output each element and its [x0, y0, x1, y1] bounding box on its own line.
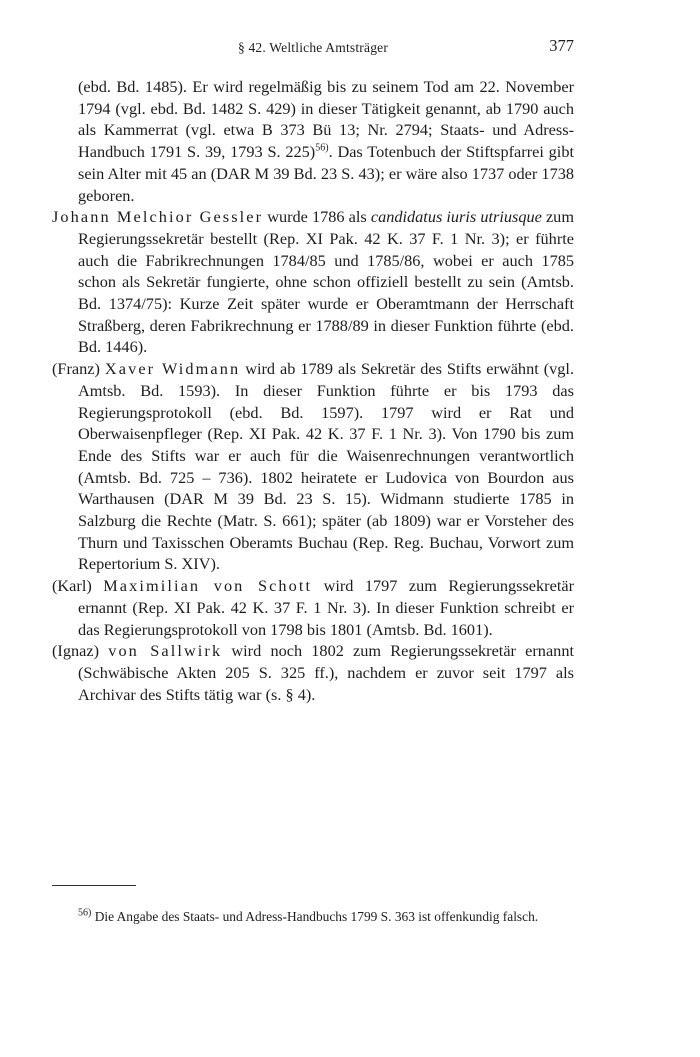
person-name: von Sallwirk [108, 641, 223, 661]
person-name: Maximilian von Schott [103, 576, 313, 596]
entry-schott [52, 575, 574, 640]
entry-prefix: (Franz) [52, 359, 105, 379]
latin-phrase: candidatus iuris utriusque [370, 207, 542, 227]
entry-gessler [52, 206, 574, 358]
page-number: 377 [549, 36, 574, 55]
entry-text: wird 1797 zum Regierungssekretär ernannt (Rep. XI Pak. 42 K. 37 F. 1 Nr. 3). In dieser Funktion schreibt er das Regierungsprotokoll von 1798 bis 1801 (Amtsb. Bd. 1601). [78, 576, 574, 639]
paragraph-text-tail: . Das Totenbuch der Stiftspfarrei gibt sein Alter mit 45 an (DAR M 39 Bd. 23 S. 43); er wäre also 1737 oder 1738 geboren. [78, 142, 574, 205]
person-name: Xaver Widmann [104, 359, 241, 379]
footnote-reference: 56) [315, 142, 329, 154]
entry-sallwirk [52, 640, 574, 705]
footnote-text: Die Angabe des Staats- und Adress-Handbuchs 1799 S. 363 ist offenkundig falsch. [91, 909, 539, 925]
footnote-marker: 56) [78, 907, 92, 919]
person-name: Johann Melchior Gessler [52, 207, 264, 227]
entry-text: wird ab 1789 als Sekretär des Stifts erwähnt (vgl. Amtsb. Bd. 1593). In dieser Funktion führte er bis 1793 das Regierungsprotokoll (ebd. Bd. 1597). 1797 wird er Rat und Oberwaisenpfleger (Rep. XI Pak. 42 K. 37 F. 1 Nr. 3). Von 1790 bis zum Ende des Stifts war er auch für die Waisenrechnungen verantwortlich (Amtsb. Bd. 725 – 736). 1802 heiratete er Ludovica von Bourdon aus Warthausen (DAR M 39 Bd. 23 S. 15). Widmann studierte 1785 in Salzburg die Rechte (Matr. S. 661); später (ab 1809) war er Vorsteher des Thurn und Taxisschen Oberamts Buchau (Rep. Reg. Buchau, Vorwort zum Repertorium S. XIV). [78, 359, 575, 574]
running-head: § 42. Weltliche Amtsträger [237, 40, 389, 55]
footnote [52, 906, 574, 927]
paragraph-continued [52, 76, 574, 206]
main-text [52, 76, 574, 705]
footnote-divider [52, 885, 136, 886]
entry-text: wurde 1786 als [263, 207, 371, 227]
entry-text: wird noch 1802 zum Regierungssekretär ernannt (Schwäbische Akten 205 S. 325 ff.), nachdem er zuvor seit 1797 als Archivar des Stifts tätig war (s. § 4). [78, 641, 574, 704]
entry-widmann [52, 358, 574, 575]
entry-text-b: zum Regierungssekretär bestellt (Rep. XI Pak. 42 K. 37 F. 1 Nr. 3); er führte auch die Fabrikrechnungen 1784/85 und 1785/86, wobei er auch 1785 schon als Sekretär fungierte, ohne schon offiziell bestellt zu sein (Amtsb. Bd. 1374/75): Kurze Zeit später wurde er Oberamtmann der Herrschaft Straßberg, deren Fabrikrechnung er 1788/89 in dieser Funktion führte (ebd. Bd. 1446). [78, 207, 574, 357]
paragraph-text: (ebd. Bd. 1485). Er wird regelmäßig bis zu seinem Tod am 22. November 1794 (vgl. ebd. Bd. 1482 S. 429) in dieser Tätigkeit genannt, ab 1790 auch als Kammerrat (vgl. etwa B 373 Bü 13; Nr. 2794; Staats- und Adress-Handbuch 1791 S. 39, 1793 S. 225) [78, 77, 574, 162]
entry-prefix: (Ignaz) [52, 641, 109, 661]
entry-prefix: (Karl) [52, 576, 104, 596]
page-header [52, 36, 574, 58]
